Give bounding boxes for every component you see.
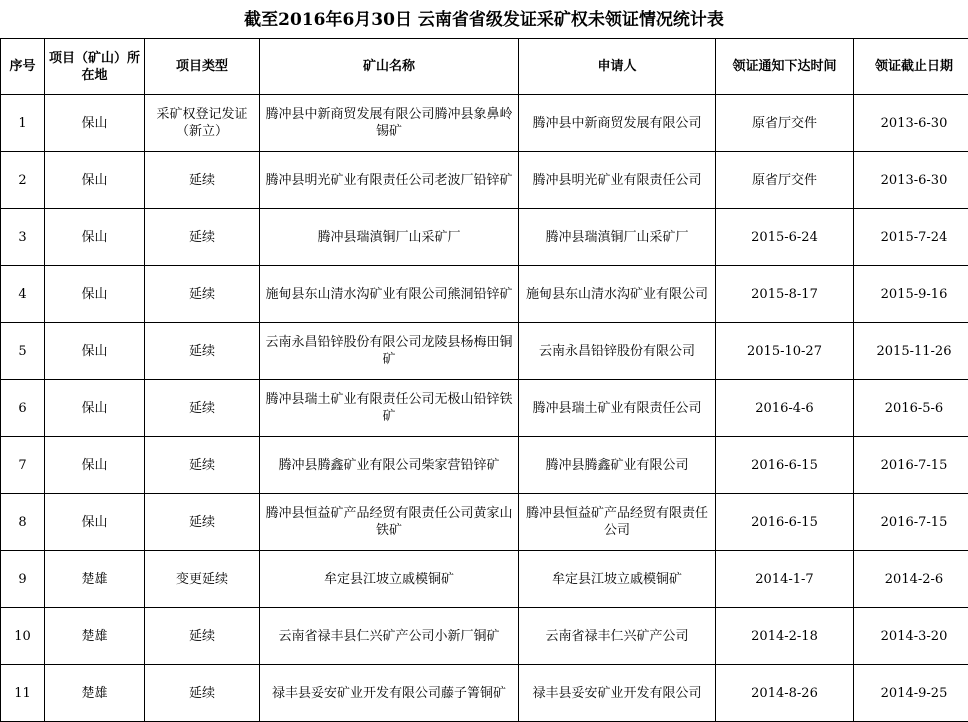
cell-location[interactable]: 保山 [45,152,145,209]
page-title: 截至2016年6月30日 云南省省级发证采矿权未领证情况统计表 [0,0,968,38]
cell-seq[interactable]: 7 [1,437,45,494]
cell-notice-time[interactable]: 2015-10-27 [716,323,854,380]
cell-mine-name[interactable]: 腾冲县腾鑫矿业有限公司柴家营铅锌矿 [260,437,519,494]
cell-location[interactable]: 保山 [45,380,145,437]
cell-mine-name[interactable]: 腾冲县明光矿业有限责任公司老波厂铅锌矿 [260,152,519,209]
cell-applicant[interactable]: 云南省禄丰仁兴矿产公司 [519,608,716,665]
cell-location[interactable]: 保山 [45,209,145,266]
cell-deadline[interactable]: 2016-7-15 [854,437,968,494]
cell-mine-name[interactable]: 腾冲县瑞土矿业有限责任公司无极山铅锌铁矿 [260,380,519,437]
cell-deadline[interactable]: 2014-3-20 [854,608,968,665]
cell-type[interactable]: 延续 [145,380,260,437]
cell-location[interactable]: 保山 [45,95,145,152]
cell-seq[interactable]: 3 [1,209,45,266]
cell-seq[interactable]: 5 [1,323,45,380]
header-mine-name[interactable]: 矿山名称 [260,39,519,95]
cell-type[interactable]: 延续 [145,494,260,551]
header-seq[interactable]: 序号 [1,39,45,95]
table-row [1,608,968,665]
header-location[interactable] [45,39,145,95]
cell-mine-name[interactable]: 施甸县东山清水沟矿业有限公司熊洞铅锌矿 [260,266,519,323]
table-row [1,266,968,323]
cell-deadline[interactable]: 2016-7-15 [854,494,968,551]
cell-type[interactable]: 延续 [145,323,260,380]
cell-notice-time[interactable]: 原省厅交件 [716,95,854,152]
cell-type[interactable]: 延续 [145,608,260,665]
cell-notice-time[interactable]: 2016-4-6 [716,380,854,437]
cell-type[interactable]: 变更延续 [145,551,260,608]
table-row [1,551,968,608]
cell-location[interactable]: 楚雄 [45,551,145,608]
table-row [1,323,968,380]
cell-deadline[interactable]: 2013-6-30 [854,152,968,209]
cell-mine-name[interactable]: 云南永昌铅锌股份有限公司龙陵县杨梅田铜矿 [260,323,519,380]
cell-location[interactable]: 保山 [45,266,145,323]
header-deadline[interactable]: 领证截止日期 [854,39,968,95]
cell-applicant[interactable]: 腾冲县腾鑫矿业有限公司 [519,437,716,494]
cell-location[interactable]: 保山 [45,437,145,494]
cell-mine-name[interactable]: 禄丰县妥安矿业开发有限公司藤子箐铜矿 [260,665,519,722]
cell-notice-time[interactable]: 原省厅交件 [716,152,854,209]
cell-applicant[interactable]: 腾冲县瑞滇铜厂山采矿厂 [519,209,716,266]
table-row [1,95,968,152]
cell-deadline[interactable]: 2014-2-6 [854,551,968,608]
cell-deadline[interactable]: 2013-6-30 [854,95,968,152]
cell-notice-time[interactable]: 2014-2-18 [716,608,854,665]
cell-type[interactable]: 延续 [145,152,260,209]
cell-deadline[interactable]: 2014-9-25 [854,665,968,722]
cell-applicant[interactable]: 腾冲县恒益矿产品经贸有限责任公司 [519,494,716,551]
cell-notice-time[interactable]: 2014-8-26 [716,665,854,722]
cell-notice-time[interactable]: 2014-1-7 [716,551,854,608]
table-row [1,494,968,551]
cell-mine-name[interactable]: 牟定县江坡立戚模铜矿 [260,551,519,608]
cell-seq[interactable]: 11 [1,665,45,722]
cell-notice-time[interactable]: 2015-6-24 [716,209,854,266]
cell-deadline[interactable]: 2015-7-24 [854,209,968,266]
cell-applicant[interactable]: 腾冲县明光矿业有限责任公司 [519,152,716,209]
header-row [1,39,968,95]
cell-applicant[interactable]: 禄丰县妥安矿业开发有限公司 [519,665,716,722]
cell-type[interactable]: 采矿权登记发证（新立） [145,95,260,152]
table-row [1,437,968,494]
cell-applicant[interactable]: 云南永昌铅锌股份有限公司 [519,323,716,380]
cell-location[interactable]: 保山 [45,494,145,551]
table-body [1,95,968,722]
cell-seq[interactable]: 10 [1,608,45,665]
cell-applicant[interactable]: 施甸县东山清水沟矿业有限公司 [519,266,716,323]
table-row [1,152,968,209]
cell-mine-name[interactable]: 腾冲县瑞滇铜厂山采矿厂 [260,209,519,266]
cell-type[interactable]: 延续 [145,437,260,494]
cell-seq[interactable]: 4 [1,266,45,323]
cell-mine-name[interactable]: 腾冲县中新商贸发展有限公司腾冲县象鼻岭锡矿 [260,95,519,152]
cell-deadline[interactable]: 2015-9-16 [854,266,968,323]
cell-applicant[interactable]: 腾冲县瑞土矿业有限责任公司 [519,380,716,437]
cell-notice-time[interactable]: 2016-6-15 [716,494,854,551]
cell-type[interactable]: 延续 [145,266,260,323]
cell-applicant[interactable]: 牟定县江坡立戚模铜矿 [519,551,716,608]
table-row [1,380,968,437]
header-applicant[interactable]: 申请人 [519,39,716,95]
header-type[interactable]: 项目类型 [145,39,260,95]
cell-location[interactable]: 保山 [45,323,145,380]
cell-seq[interactable]: 6 [1,380,45,437]
cell-applicant[interactable]: 腾冲县中新商贸发展有限公司 [519,95,716,152]
cell-notice-time[interactable]: 2016-6-15 [716,437,854,494]
cell-notice-time[interactable]: 2015-8-17 [716,266,854,323]
mining-rights-table [0,38,968,722]
cell-mine-name[interactable]: 腾冲县恒益矿产品经贸有限责任公司黄家山铁矿 [260,494,519,551]
cell-seq[interactable]: 8 [1,494,45,551]
cell-deadline[interactable]: 2015-11-26 [854,323,968,380]
table-row [1,209,968,266]
header-location-label: 项目（矿山）所在地 [47,50,142,84]
cell-seq[interactable]: 2 [1,152,45,209]
cell-deadline[interactable]: 2016-5-6 [854,380,968,437]
cell-mine-name[interactable]: 云南省禄丰县仁兴矿产公司小新厂铜矿 [260,608,519,665]
header-notice-time[interactable]: 领证通知下达时间 [716,39,854,95]
cell-type[interactable]: 延续 [145,665,260,722]
cell-location[interactable]: 楚雄 [45,608,145,665]
cell-location[interactable]: 楚雄 [45,665,145,722]
cell-seq[interactable]: 9 [1,551,45,608]
cell-type[interactable]: 延续 [145,209,260,266]
cell-seq[interactable]: 1 [1,95,45,152]
